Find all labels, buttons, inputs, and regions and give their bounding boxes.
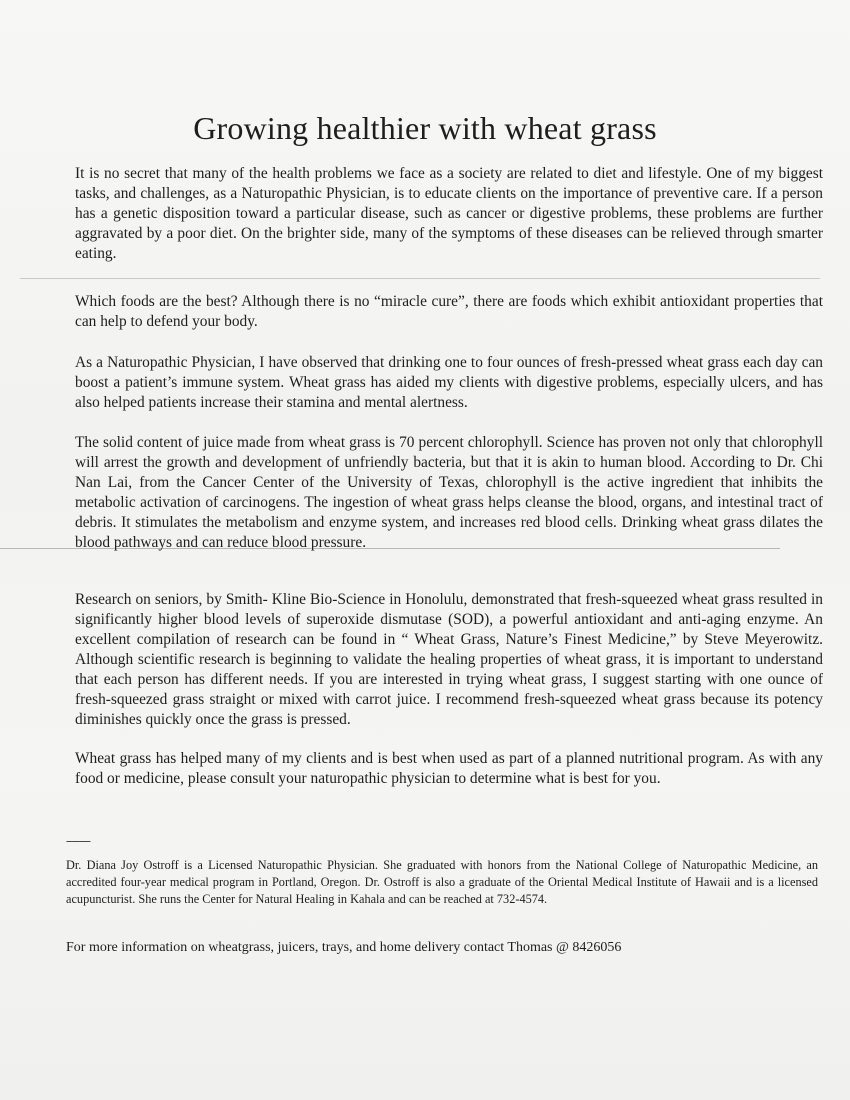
author-bio: Dr. Diana Joy Ostroff is a Licensed Naturopathic Physician. She graduated with honors from the National College of Naturopathic Medicine, an accredited four-year medical program in Portland, Oregon. Dr. Ostroff is also a graduate of the Oriental Medical Institute of Hawaii and is a licensed acupuncturist. She runs the Center for Natural Healing in Kahala and can be reached at 732-4574.: [66, 858, 818, 906]
paragraph-research: Research on seniors, by Smith- Kline Bio-Science in Honolulu, demonstrated that fresh-squeezed wheat grass resulted in significantly higher blood levels of superoxide dismutase (SOD), a powerful antioxidant and anti-aging enzyme. An excellent compilation of research can be found in “ Wheat Grass, Nature’s Finest Medicine,” by Steve Meyerowitz. Although scientific research is beginning to validate the healing properties of wheat grass, it is important to understand that each person has different needs. If you are interested in trying wheat grass, I suggest starting with one ounce of fresh-squeezed grass straight or mixed with carrot juice. I recommend fresh-squeezed wheat grass because its potency diminishes quickly once the grass is pressed.: [75, 591, 823, 728]
footnote-separator: ---------: [66, 835, 90, 847]
paragraph-conclusion: Wheat grass has helped many of my clients and is best when used as part of a planned nutritional program. As with any food or medicine, please consult your naturopathic physician to determine what is best for you.: [75, 750, 823, 787]
paragraph-foods: Which foods are the best? Although there is no “miracle cure”, there are foods which exhibit antioxidant properties that can help to defend your body.: [75, 293, 823, 330]
paragraph-observations: As a Naturopathic Physician, I have observed that drinking one to four ounces of fresh-pressed wheat grass each day can boost a patient’s immune system. Wheat grass has aided my clients with digestive problems, especially ulcers, and has also helped patients increase their stamina and mental alertness.: [75, 354, 823, 411]
document-title: Growing healthier with wheat grass: [193, 110, 657, 146]
contact-line: For more information on wheatgrass, juicers, trays, and home delivery contact Thomas @ 8426056: [66, 940, 622, 955]
paragraph-chlorophyll: The solid content of juice made from wheat grass is 70 percent chlorophyll. Science has proven not only that chlorophyll will arrest the growth and development of unfriendly bacteria, but that it is akin to human blood. According to Dr. Chi Nan Lai, from the Cancer Center of the University of Texas, chlorophyll is the active ingredient that inhibits the metabolic activation of carcinogens. The ingestion of wheat grass helps cleanse the blood, organs, and intestinal tract of debris. It stimulates the metabolism and enzyme system, and increases red blood cells. Drinking wheat grass dilates the blood pathways and can reduce blood pressure.: [75, 434, 823, 551]
paper-crease: [20, 278, 820, 279]
paragraph-intro: It is no secret that many of the health problems we face as a society are related to diet and lifestyle. One of my biggest tasks, and challenges, as a Naturopathic Physician, is to educate clients on the importance of preventive care. If a person has a genetic disposition toward a particular disease, such as cancer or digestive problems, these problems are further aggravated by a poor diet. On the brighter side, many of the symptoms of these diseases can be relieved through smarter eating.: [75, 165, 823, 262]
